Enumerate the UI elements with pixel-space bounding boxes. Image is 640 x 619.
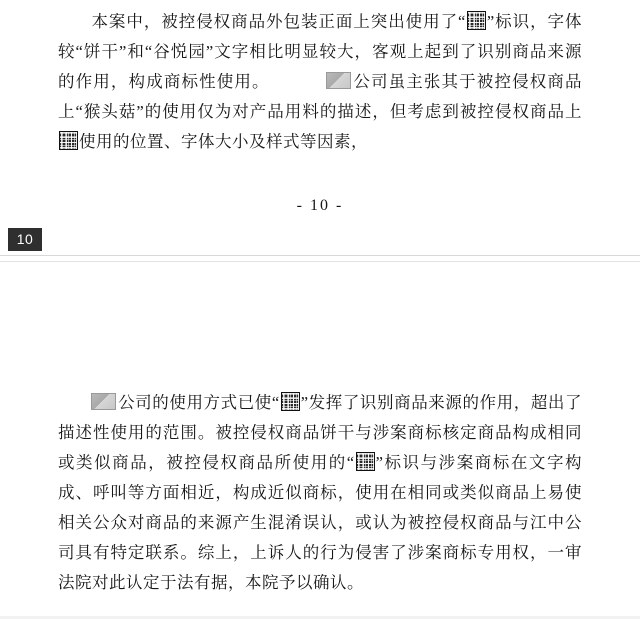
- obscured-qr-mark-icon: [467, 11, 486, 30]
- page-10-text-part-2: ”标识，字体较“饼干”和“谷悦园”文字相比明显较大，客观上起到了识别商品来源的作用，构成商标性使用。: [58, 12, 583, 91]
- page-10-text-part-1: 本案中，被控侵权商品外包装正面上突出使用了“: [91, 12, 466, 31]
- obscured-block-mark-icon: [326, 72, 351, 89]
- obscured-qr-mark-icon: [59, 131, 78, 150]
- page-11-text-part-1: 公司的使用方式已使“: [118, 393, 280, 412]
- obscured-qr-mark-icon: [281, 392, 300, 411]
- page-10-text-part-3: 公司虽主张其于被控侵权商品上“猴头菇”的使用仅为对产品用料的描述，但考虑到被控侵权商品上: [58, 72, 583, 121]
- obscured-block-mark-icon: [91, 393, 116, 410]
- page-number-badge: 10: [8, 228, 42, 251]
- obscured-qr-mark-icon: [356, 452, 375, 471]
- page-footer-number: - 10 -: [296, 197, 344, 214]
- page-10-paragraph: [0, 0, 640, 157]
- page-11-paragraph: [0, 262, 640, 598]
- page-11-text-part-3: ”标识与涉案商标在文字构成、呼叫等方面相近，构成近似商标，使用在相同或类似商品上易使相关公众对商品的来源产生混淆误认，或认为被控侵权商品与江中公司具有特定联系。综上，上诉人的行为侵害了涉案商标专用权，一审法院对此认定于法有据，本院予以确认。: [58, 453, 582, 592]
- page-11-text-part-2: ”发挥了识别商品来源的作用，超出了描述性使用的范围。被控侵权商品饼干与涉案商标核定商品构成相同或类似商品，被控侵权商品所使用的“: [58, 393, 583, 472]
- document-page-11: [0, 262, 640, 619]
- page-10-text-part-4: 使用的位置、字体大小及样式等因素，: [79, 132, 368, 151]
- document-page-10: [0, 0, 640, 256]
